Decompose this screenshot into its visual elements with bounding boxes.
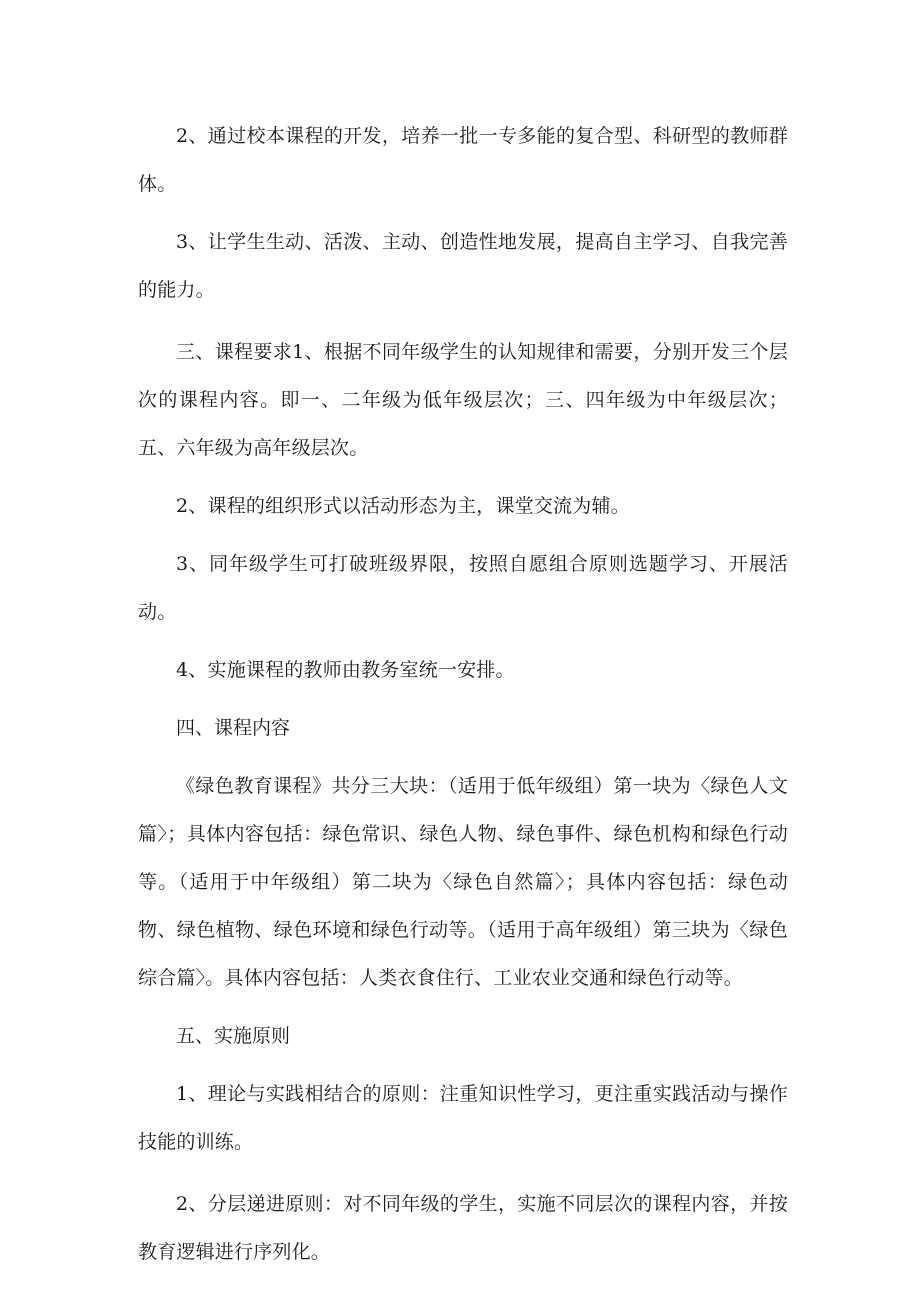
paragraph-requirements-3: 3、同年级学生可打破班级界限，按照自愿组合原则选题学习、开展活动。 [138, 553, 788, 623]
paragraph-requirements-2: 2、课程的组织形式以活动形态为主，课堂交流为辅。 [176, 495, 630, 517]
paragraph-course-content: 《绿色教育课程》共分三大块：（适用于低年级组）第一块为〈绿色人文篇〉；具体内容包括：绿色常识、绿色人物、绿色事件、绿色机构和绿色行动等。（适用于中年级组）第二块为〈绿色自然篇〉；具体内容包括：绿色动物、绿色植物、绿色环境和绿色行动等。（适用于高年级组）第三块为〈绿色综合篇〉。具体内容包括：人类衣食住行、工业农业交通和绿色行动等。 [138, 775, 788, 989]
paragraph-principle-1: 1、理论与实践相结合的原则：注重知识性学习，更注重实践活动与操作技能的训练。 [138, 1083, 788, 1153]
paragraph-requirements-4: 4、实施课程的教师由教务室统一安排。 [176, 659, 515, 681]
section-heading-principles: 五、实施原则 [176, 1025, 291, 1047]
paragraph-goal-2: 2、通过校本课程的开发，培养一批一专多能的复合型、科研型的教师群体。 [138, 125, 788, 195]
paragraph-requirements-1: 三、课程要求1、根据不同年级学生的认知规律和需要，分别开发三个层次的课程内容。即一、二年级为低年级层次；三、四年级为中年级层次；五、六年级为高年级层次。 [138, 341, 788, 459]
paragraph-principle-2: 2、分层递进原则：对不同年级的学生，实施不同层次的课程内容，并按教育逻辑进行序列化。 [138, 1193, 788, 1263]
document-body [138, 112, 788, 1276]
section-heading-course-content: 四、课程内容 [176, 717, 291, 739]
paragraph-goal-3: 3、让学生生动、活泼、主动、创造性地发展，提高自主学习、自我完善的能力。 [138, 231, 788, 301]
